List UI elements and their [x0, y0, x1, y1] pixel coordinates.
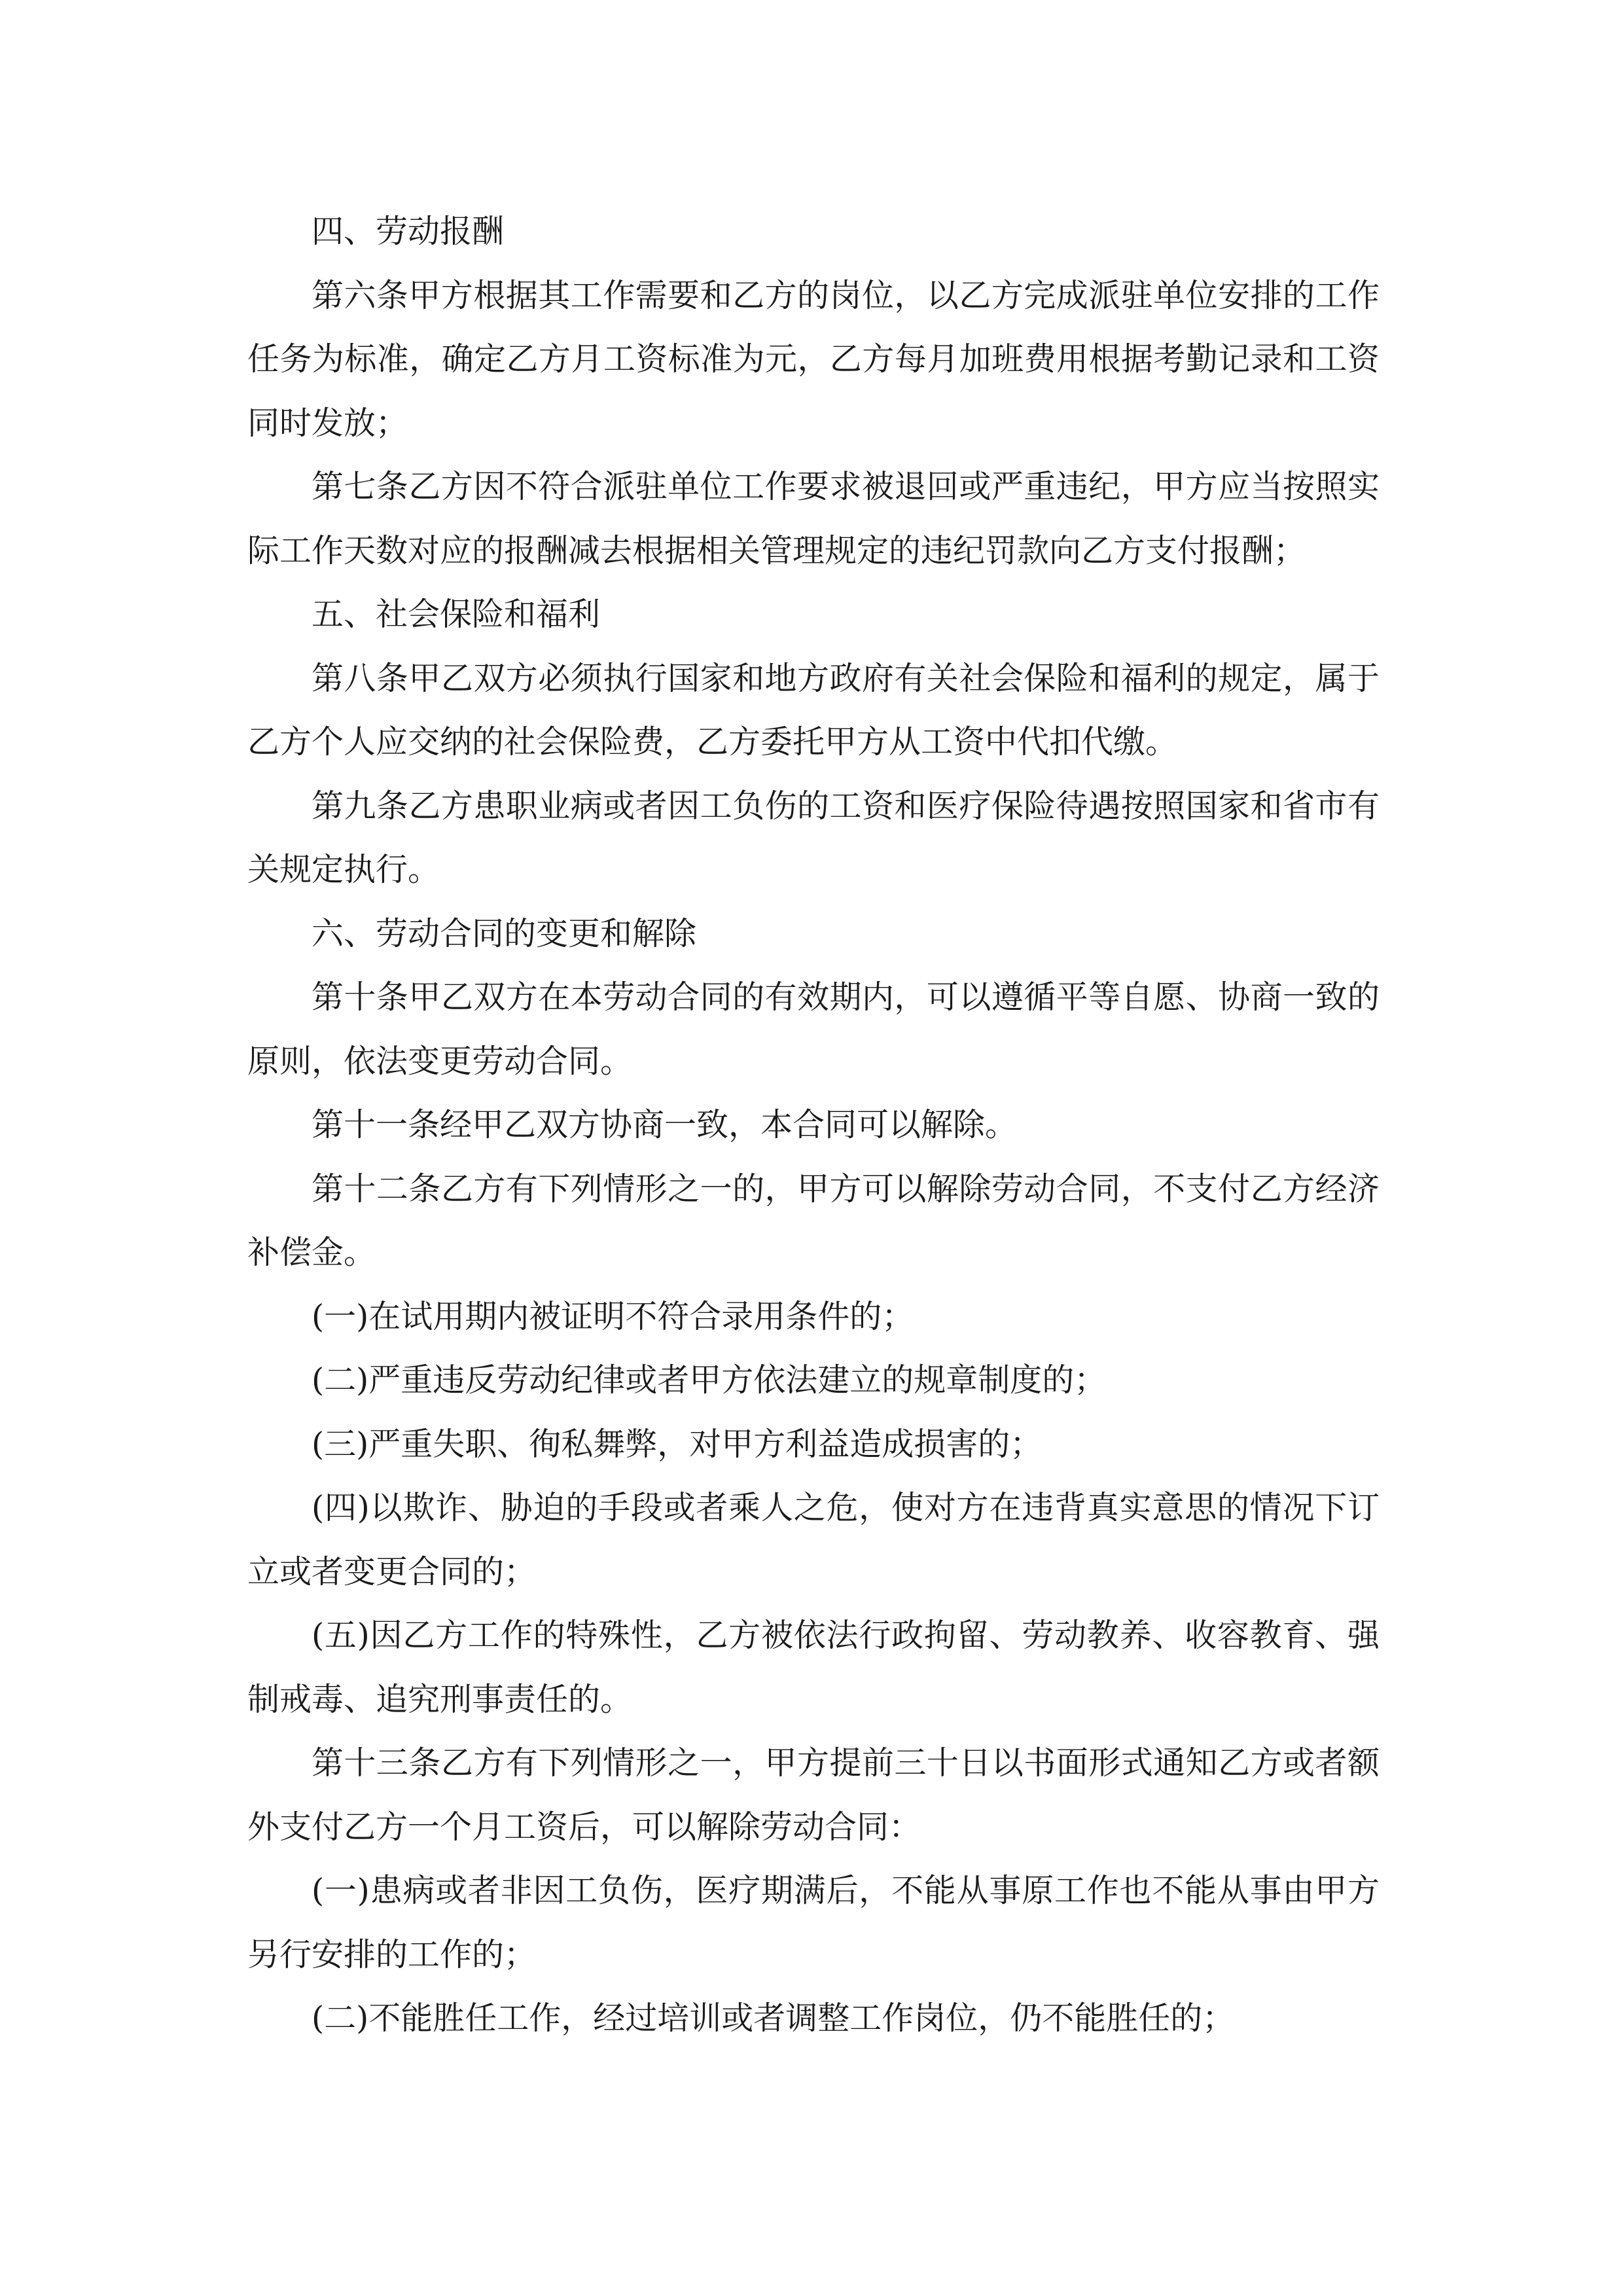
article-13-item-2: (二)不能胜任工作，经过培训或者调整工作岗位，仍不能胜任的； — [312, 2000, 1235, 2037]
section-heading-social-insurance: 五、社会保险和福利 — [312, 596, 601, 633]
article-7: 第七条乙方因不符合派驻单位工作要求被退回或严重违纪，甲方应当按照实际工作天数对应的报酬减去根据相关管理规定的违纪罚款向乙方支付报酬； — [247, 468, 1380, 569]
article-6: 第六条甲方根据其工作需要和乙方的岗位，以乙方完成派驻单位安排的工作任务为标准，确定乙方月工资标准为元，乙方每月加班费用根据考勤记录和工资同时发放； — [247, 276, 1380, 442]
article-12-item-5: (五)因乙方工作的特殊性，乙方被依法行政拘留、劳动教养、收容教育、强制戒毒、追究刑事责任的。 — [247, 1617, 1380, 1718]
article-12-item-4: (四)以欺诈、胁迫的手段或者乘人之危，使对方在违背真实意思的情况下订立或者变更合同的； — [247, 1489, 1380, 1590]
article-10: 第十条甲乙双方在本劳动合同的有效期内，可以遵循平等自愿、协商一致的原则，依法变更劳动合同。 — [247, 978, 1380, 1080]
section-heading-remuneration: 四、劳动报酬 — [312, 213, 505, 250]
article-12-item-3: (三)严重失职、徇私舞弊，对甲方利益造成损害的； — [312, 1425, 1043, 1463]
section-heading-contract-change: 六、劳动合同的变更和解除 — [312, 914, 697, 952]
article-9: 第九条乙方患职业病或者因工负伤的工资和医疗保险待遇按照国家和省市有关规定执行。 — [247, 787, 1380, 888]
article-11: 第十一条经甲乙双方协商一致，本合同可以解除。 — [312, 1106, 1018, 1143]
document-body — [247, 200, 1380, 2051]
article-12-item-1: (一)在试用期内被证明不符合录用条件的； — [312, 1297, 914, 1335]
article-12: 第十二条乙方有下列情形之一的，甲方可以解除劳动合同，不支付乙方经济补偿金。 — [247, 1170, 1380, 1271]
article-13-item-1: (一)患病或者非因工负伤，医疗期满后，不能从事原工作也不能从事由甲方另行安排的工作的； — [247, 1872, 1380, 1973]
article-8: 第八条甲乙双方必须执行国家和地方政府有关社会保险和福利的规定，属于乙方个人应交纳的社会保险费，乙方委托甲方从工资中代扣代缴。 — [247, 659, 1380, 761]
article-13: 第十三条乙方有下列情形之一，甲方提前三十日以书面形式通知乙方或者额外支付乙方一个月工资后，可以解除劳动合同： — [247, 1744, 1380, 1846]
article-12-item-2: (二)严重违反劳动纪律或者甲方依法建立的规章制度的； — [312, 1361, 1107, 1399]
